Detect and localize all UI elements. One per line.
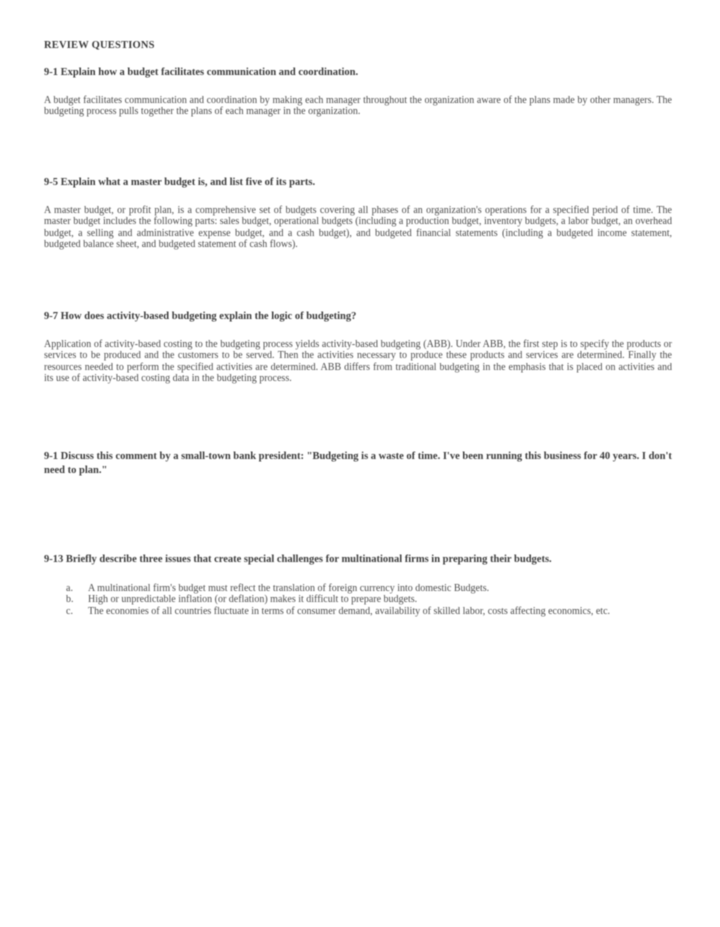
question-block-5 (44, 553, 672, 617)
question-block-1 (44, 66, 672, 118)
answer-list (44, 583, 672, 617)
list-marker: b. (66, 594, 74, 606)
document-heading: REVIEW QUESTIONS (44, 40, 155, 51)
question-block-3 (44, 310, 672, 385)
question-block-2 (44, 176, 672, 251)
list-item-text: A multinational firm's budget must reflect the translation of foreign currency into domestic Budgets. (88, 583, 490, 594)
question-text: 9-7 How does activity-based budgeting explain the logic of budgeting? (44, 311, 357, 322)
list-item (44, 594, 672, 605)
list-item (44, 606, 672, 617)
answer-text: Application of activity-based costing to the budgeting process yields activity-based budgeting (ABB). Under ABB, the first step is to specify the products or services to be produced and the customers to be served. Then the activities necessary to produce these products and services are determined. Finally the resources needed to perform the specified activities are determined. ABB differs from traditional budgeting in the emphasis that is placed on activities and its use of activity-based costing data in the budgeting process. (44, 339, 672, 385)
question-text: 9-5 Explain what a master budget is, and list five of its parts. (44, 177, 316, 188)
list-marker: c. (66, 605, 73, 617)
list-item-text: High or unpredictable inflation (or deflation) makes it difficult to prepare budgets. (88, 594, 418, 606)
question-text: 9-13 Briefly describe three issues that create special challenges for multinational firms in preparing their budgets. (44, 554, 552, 565)
list-item-text: The economies of all countries fluctuate in terms of consumer demand, availability of skilled labor, costs affecting economics, etc. (88, 605, 611, 617)
question-text: 9-1 Discuss this comment by a small-town bank president: "Budgeting is a waste of time. I've been running this business for 40 years. I don't need to plan." (44, 451, 672, 476)
list-item (44, 583, 672, 594)
question-text: 9-1 Explain how a budget facilitates communication and coordination. (44, 67, 359, 78)
answer-text: A master budget, or profit plan, is a comprehensive set of budgets covering all phases of an organization's operations for a specified period of time. The master budget includes the following parts: sales budget, operational budgets (including a production budget, inventory budgets, a labor budget, an overhead budget, a selling and administrative expense budget, and a cash budget), and budgeted financial statements (including a budgeted income statement, budgeted balance sheet, and budgeted statement of cash flows). (44, 205, 672, 251)
question-block-4 (44, 450, 672, 478)
list-marker: a. (66, 583, 73, 594)
answer-text: A budget facilitates communication and coordination by making each manager throughout the organization aware of the plans made by other managers. The budgeting process pulls together the plans of each manager in the organization. (44, 95, 672, 118)
